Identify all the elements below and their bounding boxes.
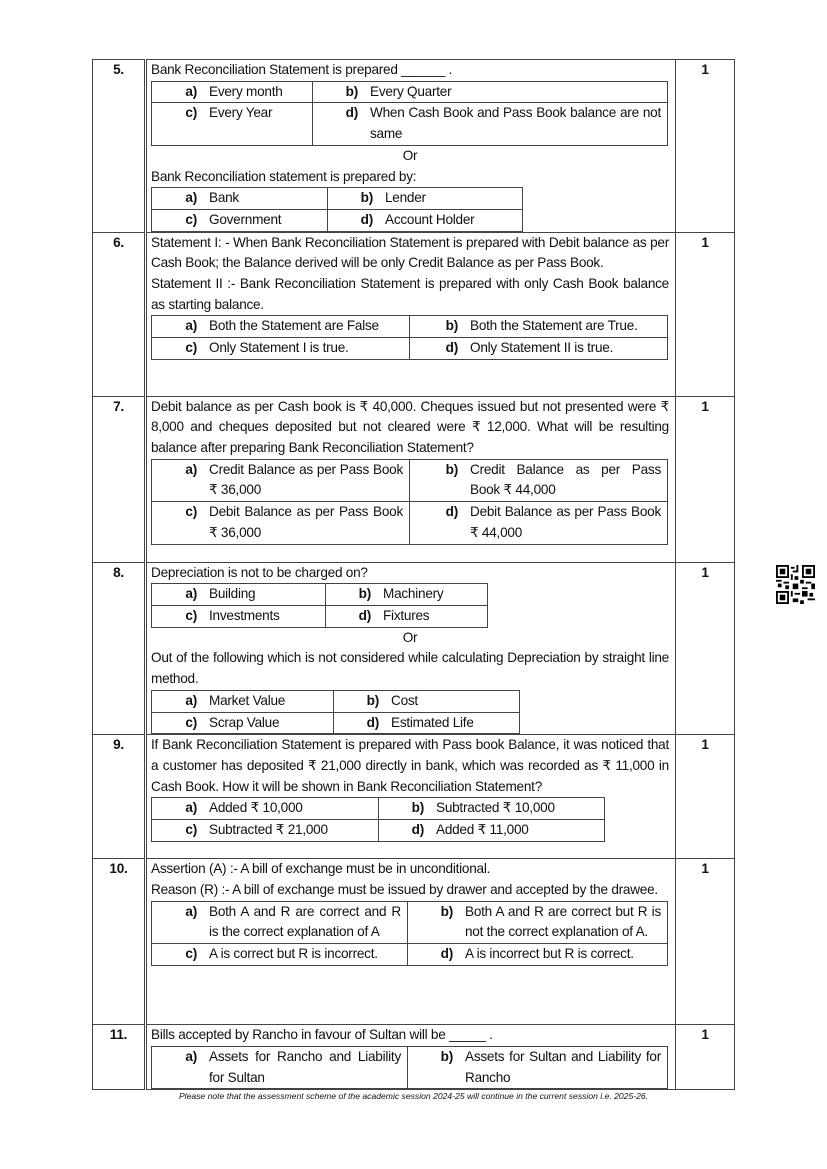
- question-row: [93, 562, 735, 735]
- question-number: 10.: [93, 859, 146, 1025]
- question-number: 8.: [93, 562, 146, 735]
- option-b: Every Quarter: [370, 83, 452, 99]
- option-b: Credit Balance as per Pass Book ₹ 44,000: [470, 461, 661, 498]
- option-b: Assets for Sultan and Liability for Rancho: [465, 1048, 661, 1085]
- marks: 1: [676, 396, 735, 562]
- option-letter: b): [358, 586, 371, 602]
- option-letter: a): [185, 586, 197, 602]
- option-a: Both the Statement are False: [209, 318, 379, 334]
- option-d: Fixtures: [383, 608, 430, 624]
- option-a: Bank: [209, 190, 239, 206]
- question-row: [93, 396, 735, 562]
- option-letter: d): [360, 211, 373, 227]
- option-letter: b): [345, 83, 358, 99]
- question-body: [146, 859, 676, 1025]
- option-b: Machinery: [383, 586, 444, 602]
- question-body: [146, 232, 676, 396]
- option-a: Credit Balance as per Pass Book ₹ 36,000: [209, 461, 403, 498]
- question-body: [146, 562, 676, 735]
- question-text: Depreciation is not to be charged on?: [151, 564, 368, 580]
- option-letter: d): [445, 504, 458, 520]
- option-d: When Cash Book and Pass Book balance are not same: [370, 105, 661, 142]
- options-table: [151, 901, 668, 966]
- question-row: [93, 232, 735, 396]
- option-letter: a): [185, 318, 197, 334]
- option-letter: b): [440, 903, 453, 919]
- option-c: Subtracted ₹ 21,000: [209, 822, 328, 838]
- option-letter: a): [185, 83, 197, 99]
- option-d: Debit Balance as per Pass Book ₹ 44,000: [470, 504, 661, 540]
- option-d: Added ₹ 11,000: [436, 822, 529, 838]
- alt-options-table: [151, 187, 523, 231]
- option-letter: c): [185, 608, 197, 624]
- alt-options-table: [151, 690, 520, 734]
- option-letter: c): [185, 822, 197, 838]
- option-c: Investments: [209, 608, 280, 624]
- options-table: [151, 1046, 668, 1089]
- marks: 1: [676, 735, 735, 859]
- marks: 1: [676, 1025, 735, 1090]
- options-table: [151, 797, 605, 841]
- option-letter: a): [185, 692, 197, 708]
- option-c: Only Statement I is true.: [209, 340, 349, 356]
- option-letter: b): [445, 461, 458, 477]
- option-letter: c): [185, 211, 197, 227]
- marks: 1: [676, 232, 735, 396]
- option-letter: c): [185, 340, 197, 356]
- option-letter: d): [411, 822, 424, 838]
- option-b: Subtracted ₹ 10,000: [436, 800, 555, 816]
- question-text: Debit balance as per Cash book is ₹ 40,000. Cheques issued but not presented were ₹ 8,000 and cheques deposited but not cleared were ₹ 12,000. What will be resulting balance after preparing Bank Reconciliation Statement?: [151, 398, 669, 456]
- option-b: Cost: [391, 692, 418, 708]
- question-text: If Bank Reconciliation Statement is prepared with Pass book Balance, it was noticed that a customer has deposited ₹ 21,000 directly in bank, which was recorded as ₹ 11,000 in Cash Book. How it will be shown in Bank Reconciliation Statement?: [151, 737, 669, 794]
- question-row: [93, 60, 735, 233]
- question-text: Bills accepted by Rancho in favour of Sultan will be _____ .: [151, 1027, 493, 1043]
- option-letter: b): [411, 800, 424, 816]
- question-row: [93, 735, 735, 859]
- question-text-2: Reason (R) :- A bill of exchange must be issued by drawer and accepted by the drawee.: [151, 881, 658, 897]
- option-letter: b): [366, 692, 379, 708]
- question-row: [93, 1025, 735, 1090]
- question-body: [146, 735, 676, 859]
- options-table: [151, 459, 668, 545]
- option-b: Both the Statement are True.: [470, 318, 638, 334]
- options-table: [151, 583, 488, 627]
- qr-code-icon: [776, 565, 815, 604]
- question-text: Assertion (A) :- A bill of exchange must be in unconditional.: [151, 861, 491, 877]
- question-number: 9.: [93, 735, 146, 859]
- option-c: Debit Balance as per Pass Book ₹ 36,000: [209, 504, 403, 540]
- option-letter: c): [185, 946, 197, 962]
- option-c: Every Year: [209, 105, 273, 121]
- question-number: 7.: [93, 396, 146, 562]
- question-text: Bank Reconciliation Statement is prepared ______ .: [151, 62, 453, 77]
- option-letter: a): [185, 461, 197, 477]
- option-d: Estimated Life: [391, 714, 474, 730]
- option-b: Both A and R are correct but R is not the correct explanation of A.: [465, 903, 661, 940]
- option-letter: b): [440, 1048, 453, 1064]
- question-text-2: Statement II :- Bank Reconciliation Statement is prepared with only Cash Book balance as starting balance.: [151, 276, 669, 312]
- option-letter: c): [185, 714, 197, 730]
- question-text: Statement I: - When Bank Reconciliation Statement is prepared with Debit balance as per Cash Book; the Balance derived will be only Credit Balance as per Pass Book.: [151, 234, 669, 271]
- option-a: Building: [209, 586, 256, 602]
- question-body: [146, 1025, 676, 1090]
- option-letter: d): [440, 946, 453, 962]
- option-a: Added ₹ 10,000: [209, 800, 303, 816]
- footer-note: Please note that the assessment scheme of the academic session 2024-25 will continue in the current session i.e. 2025-26.: [178, 1091, 649, 1101]
- marks: 1: [676, 562, 735, 735]
- or-separator: Or: [402, 629, 418, 645]
- options-table: [151, 81, 668, 146]
- option-letter: a): [185, 1048, 197, 1064]
- option-letter: a): [185, 190, 197, 206]
- question-number: 11.: [93, 1025, 146, 1090]
- option-a: Market Value: [209, 692, 286, 708]
- option-letter: c): [185, 105, 197, 121]
- option-letter: b): [445, 318, 458, 334]
- option-d: Account Holder: [385, 211, 475, 227]
- option-c: Scrap Value: [209, 714, 280, 730]
- alt-question-text: Out of the following which is not considered while calculating Depreciation by straight line method.: [151, 650, 669, 687]
- option-letter: c): [185, 504, 197, 520]
- option-letter: d): [366, 714, 379, 730]
- option-c: A is correct but R is incorrect.: [209, 946, 378, 962]
- option-letter: d): [358, 608, 371, 624]
- option-letter: b): [360, 190, 373, 206]
- option-letter: d): [445, 340, 458, 356]
- alt-question-text: Bank Reconciliation statement is prepared by:: [151, 168, 417, 184]
- option-letter: a): [185, 800, 197, 816]
- option-a: Every month: [209, 83, 283, 99]
- option-a: Both A and R are correct and R is the correct explanation of A: [209, 903, 401, 940]
- option-d: Only Statement II is true.: [470, 340, 614, 356]
- option-c: Government: [209, 211, 282, 227]
- question-body: [146, 60, 676, 233]
- option-a: Assets for Rancho and Liability for Sultan: [209, 1048, 401, 1085]
- option-letter: d): [345, 105, 358, 121]
- question-number: 6.: [93, 232, 146, 396]
- question-body: [146, 396, 676, 562]
- or-separator: Or: [402, 147, 418, 163]
- marks: 1: [676, 859, 735, 1025]
- question-table: [92, 59, 735, 1090]
- options-table: [151, 315, 668, 359]
- option-letter: a): [185, 903, 197, 919]
- option-b: Lender: [385, 190, 426, 206]
- option-d: A is incorrect but R is correct.: [465, 946, 634, 962]
- question-number: 5.: [93, 60, 146, 233]
- question-row: [93, 859, 735, 1025]
- marks: 1: [676, 60, 735, 233]
